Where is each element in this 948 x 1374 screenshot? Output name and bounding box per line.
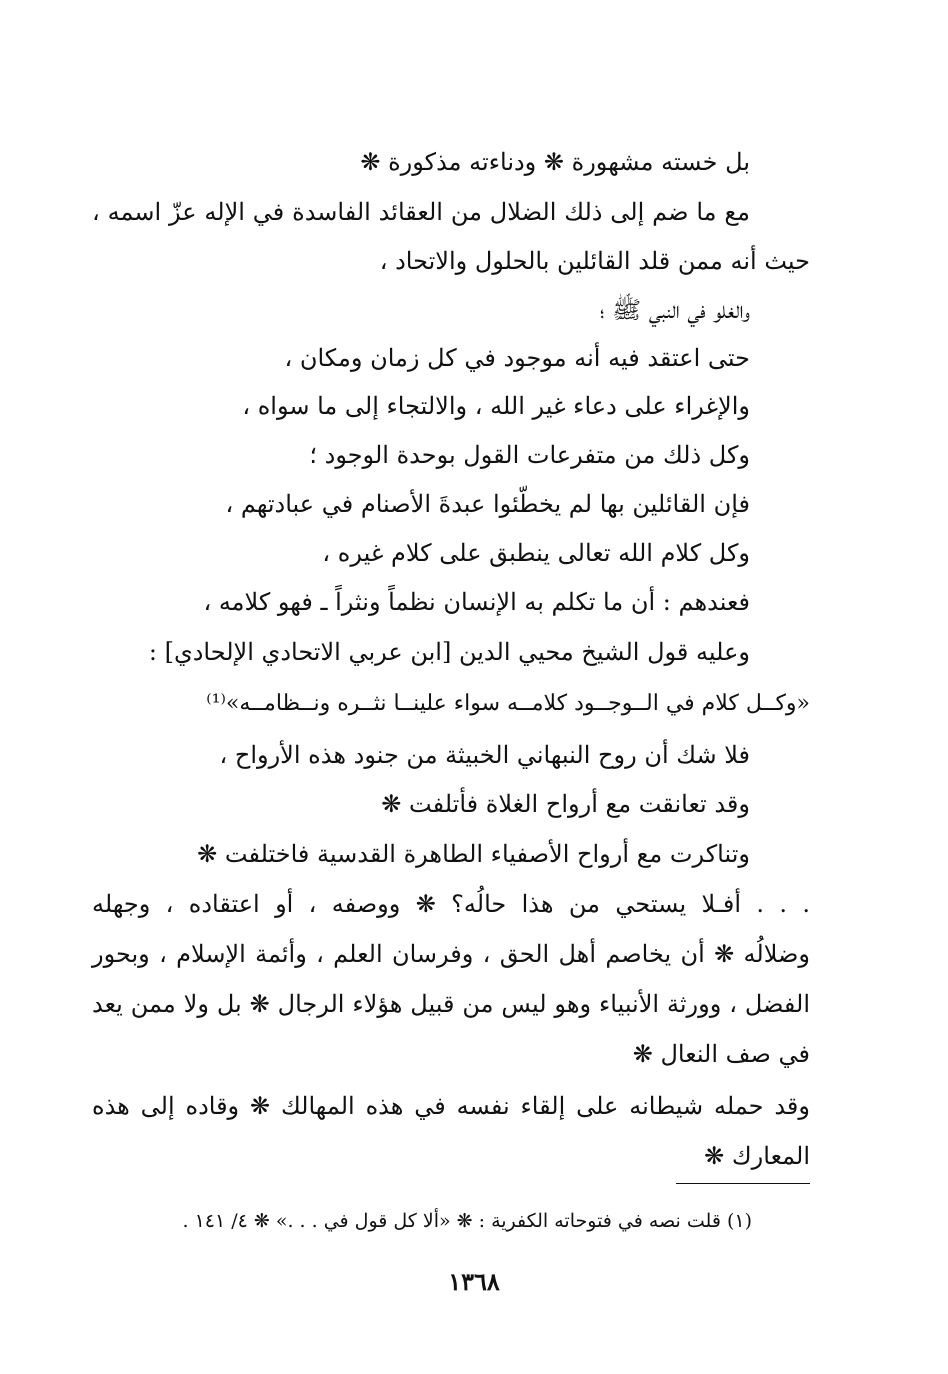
text-line: وقد تعانقت مع أرواح الغلاة فأتلفت ❋ xyxy=(381,790,750,818)
text-line: وضلالُه ❋ أن يخاصم أهل الحق ، وفرسان العلم ، وأئمة الإسلام ، وبحور xyxy=(92,940,810,968)
verse-line: «وكــل كلام في الــوجــود كلامــه سواء علينــا نثــره ونــظامــه»⁽¹⁾ xyxy=(206,691,810,716)
text-line: فلا شك أن روح النبهاني الخبيثة من جنود هذه الأرواح ، xyxy=(219,741,750,769)
text-line: حيث أنه ممن قلد القائلين بالحلول والاتحاد ، xyxy=(379,247,810,275)
text-line: وكل ذلك من متفرعات القول بوحدة الوجود ؛ xyxy=(309,441,750,469)
text-line: في صف النعال ❋ xyxy=(632,1040,810,1068)
text-line: وقد حمله شيطانه على إلقاء نفسه في هذه المهالك ❋ وقاده إلى هذه xyxy=(92,1092,810,1120)
page-number: ١٣٦٨ xyxy=(448,1267,500,1296)
text-line: المعارك ❋ xyxy=(704,1142,810,1170)
text-line: بل خسته مشهورة ❋ ودناءته مذكورة ❋ xyxy=(360,148,750,176)
text-line: حتى اعتقد فيه أنه موجود في كل زمان ومكان ، xyxy=(284,344,750,372)
text-line: وكل كلام الله تعالى ينطبق على كلام غيره ، xyxy=(322,539,750,567)
footnote-divider xyxy=(676,1183,810,1184)
text-line: الفضل ، وورثة الأنبياء وهو ليس من قبيل هؤلاء الرجال ❋ بل ولا ممن يعد xyxy=(92,990,810,1018)
text-line: وعليه قول الشيخ محيي الدين [ابن عربي الاتحادي الإلحادي] : xyxy=(148,638,750,666)
text-line: والغلو في النبي ﷺ ؛ xyxy=(599,296,750,324)
footnote: (١) قلت نصه في فتوحاته الكفرية : ❋ «ألا كل قول في . . .» ❋ ٤/ ١٤١ . xyxy=(182,1210,752,1232)
text-line: فإن القائلين بها لم يخطّئوا عبدةَ الأصنام في عبادتهم ، xyxy=(225,490,750,518)
text-line: مع ما ضم إلى ذلك الضلال من العقائد الفاسدة في الإله عزّ اسمه ، xyxy=(92,198,750,226)
text-line: . . . أفـلا يستحي من هذا حالُه؟ ❋ ووصفه ، أو اعتقاده ، وجهله xyxy=(92,890,810,918)
text-line: فعندهم : أن ما تكلم به الإنسان نظماً ونثراً ـ فهو كلامه ، xyxy=(203,588,750,616)
text-line: وتناكرت مع أرواح الأصفياء الطاهرة القدسية فاختلفت ❋ xyxy=(197,840,750,868)
text-line: والإغراء على دعاء غير الله ، والالتجاء إلى ما سواه ، xyxy=(242,392,750,420)
